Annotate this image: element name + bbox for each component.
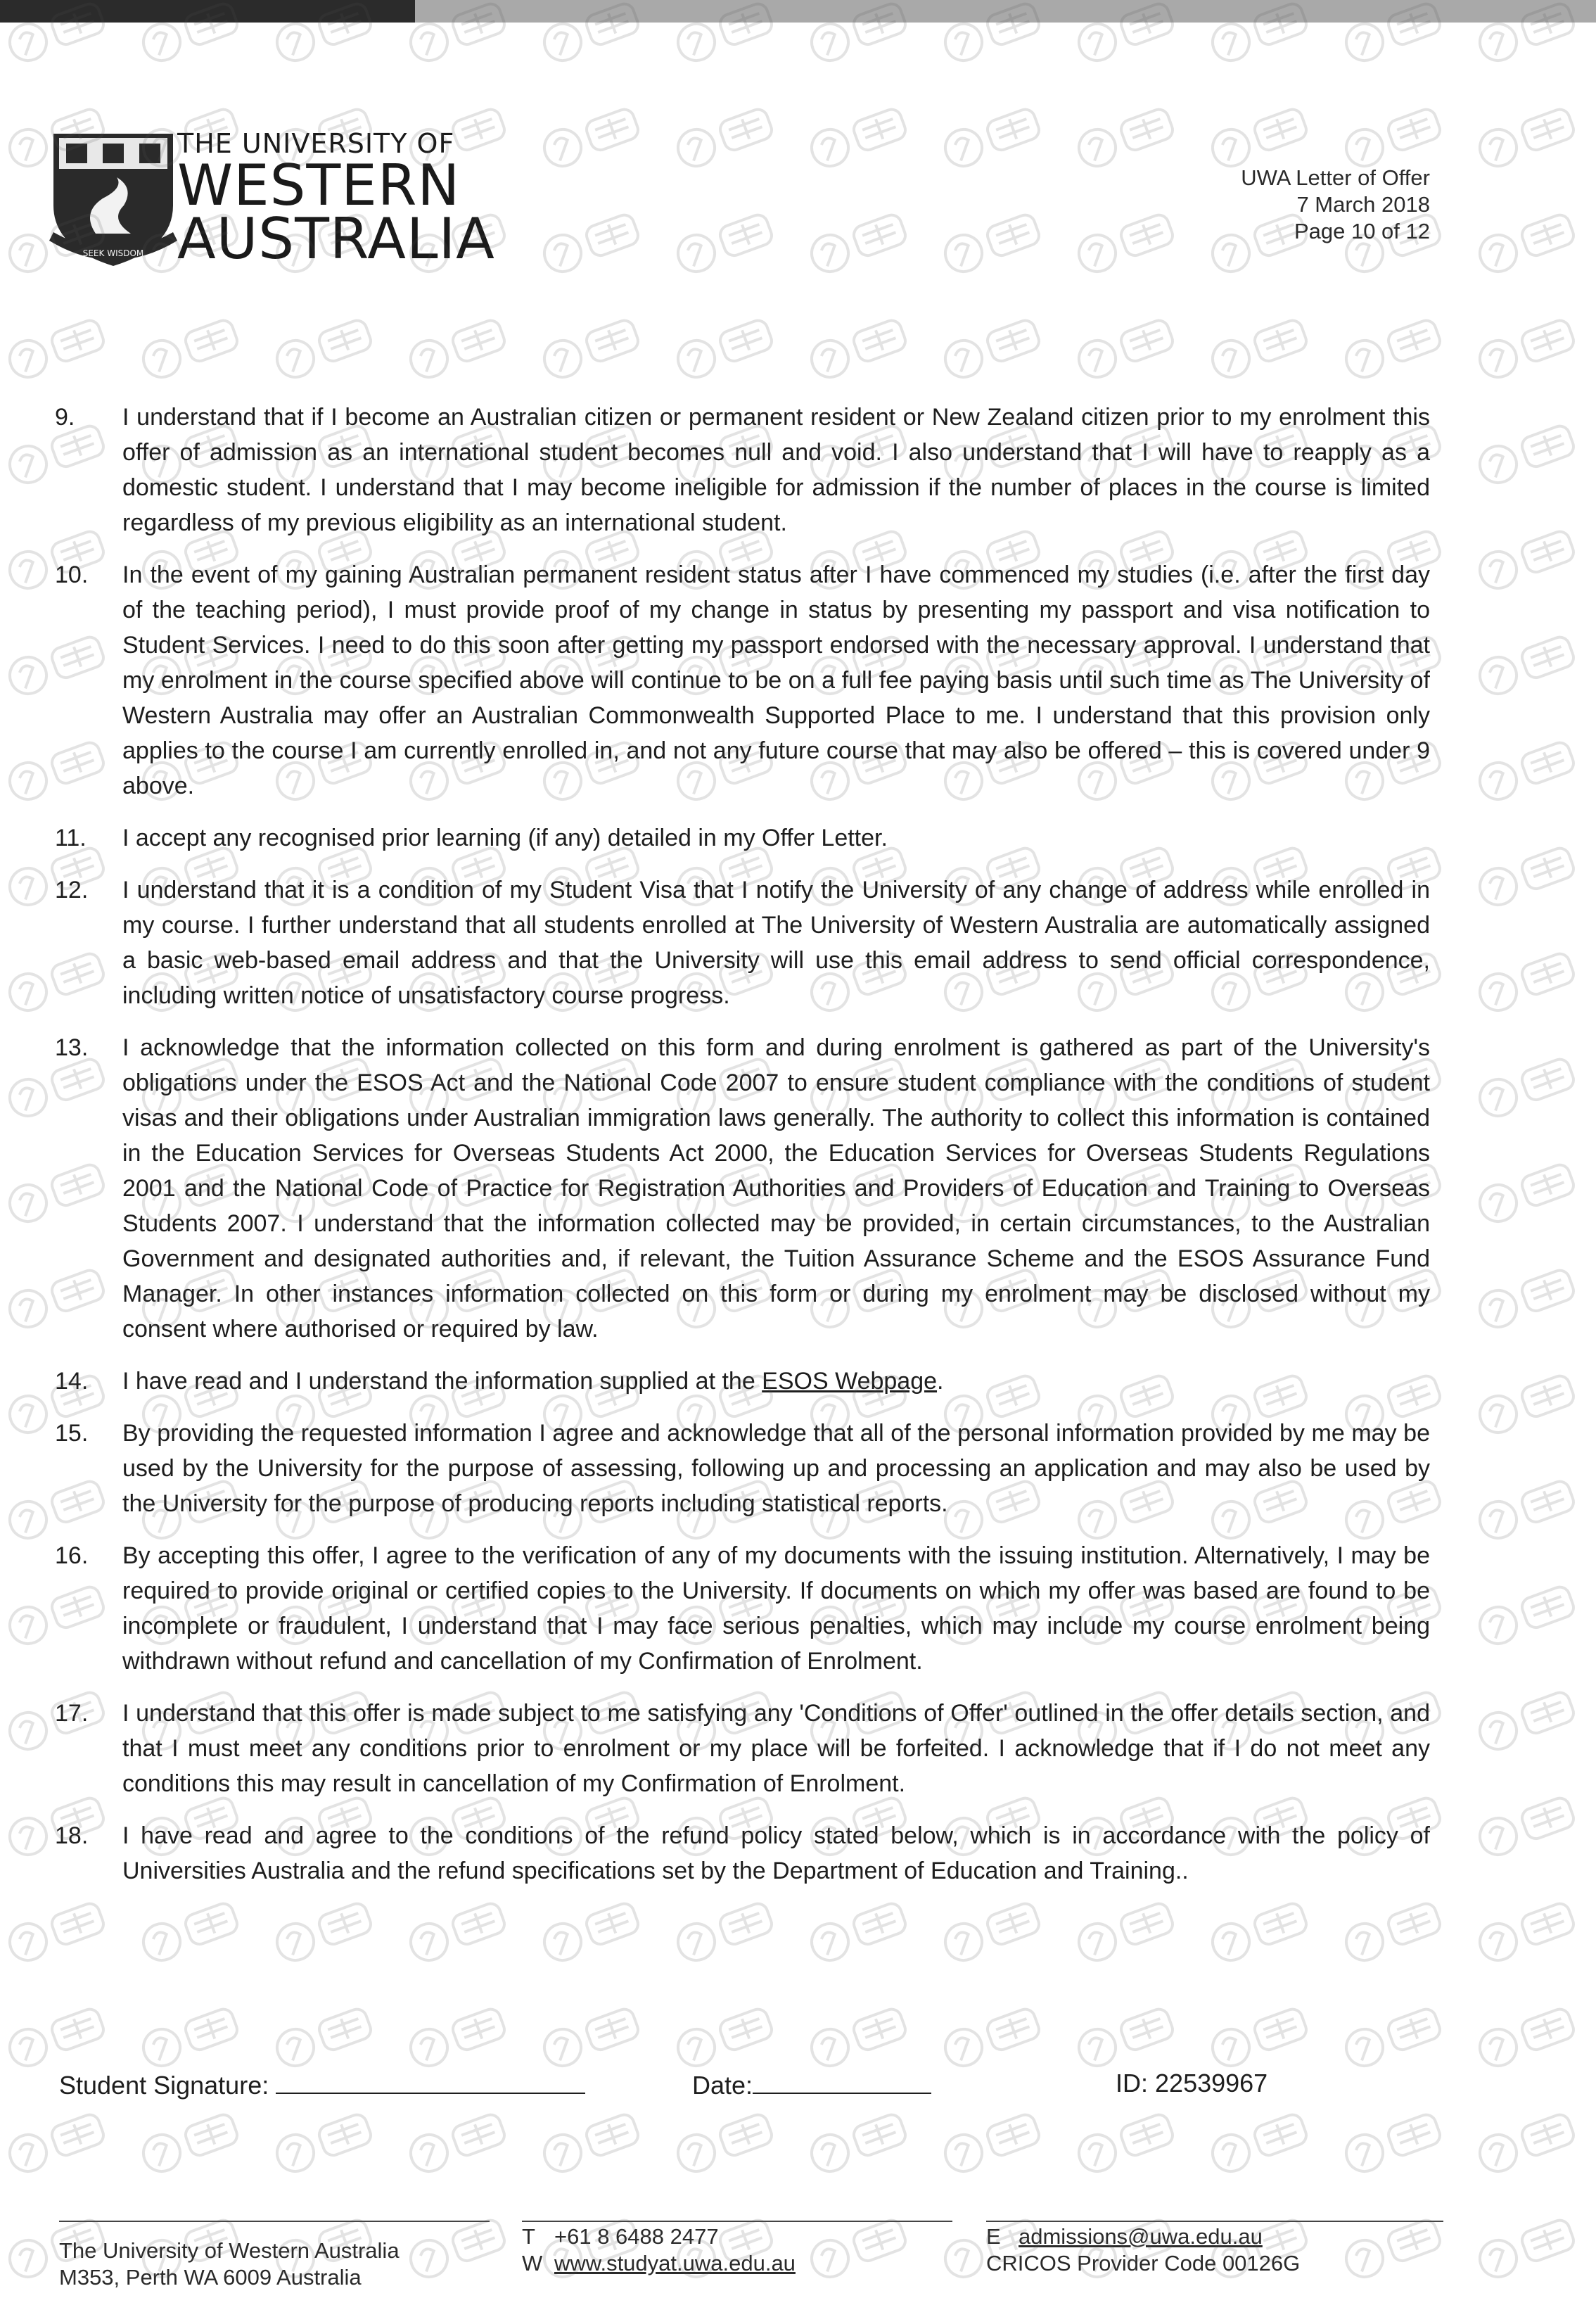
item-text: I accept any recognised prior learning (if any) detailed in my Offer Letter. (122, 825, 888, 851)
esos-webpage-link[interactable]: ESOS Webpage (762, 1368, 938, 1395)
item-text-end: . (937, 1368, 944, 1395)
phone-row (522, 2223, 796, 2250)
date-line[interactable] (753, 2066, 931, 2094)
email-link[interactable]: admissions@uwa.edu.au (1019, 2224, 1263, 2249)
item-text: I understand that this offer is made subject to me satisfying any 'Conditions of Offer' outlined in the offer details section, and that I must meet any conditions prior to enrolment or my place will be forfeited. I acknowledge that if I do not meet any conditions this may result in cancellation of my Confirmation of Enrolment. (122, 1700, 1430, 1797)
student-signature-line[interactable] (276, 2066, 585, 2094)
item-number: 14. (55, 1368, 89, 1395)
logo-line-1: THE UNIVERSITY OF (177, 128, 455, 159)
item-text: I understand that it is a condition of my Student Visa that I notify the University of any change of address while enrolled in my course. I further understand that all students enrolled at The University of Western Australia are automatically assigned a basic web-based email address and that the University will use this email address to send official correspondence, including written notice of unsatisfactory course progress. (122, 877, 1430, 1009)
university-wordmark (177, 128, 495, 272)
top-bar (0, 0, 1596, 23)
declaration-item-9 (55, 400, 1430, 540)
web-row (522, 2250, 796, 2277)
item-number: 17. (55, 1700, 89, 1727)
top-bar-dark (0, 0, 415, 23)
declaration-item-10 (55, 557, 1430, 804)
phone-label: T (522, 2224, 535, 2249)
declaration-item-15 (55, 1416, 1430, 1521)
footer-rule-3 (986, 2221, 1443, 2222)
id-value: 22539967 (1155, 2069, 1268, 2097)
svg-text:SEEK WISDOM: SEEK WISDOM (82, 248, 144, 258)
page-number: Page 10 of 12 (1294, 219, 1430, 243)
university-logo (39, 128, 495, 272)
student-signature-field[interactable] (59, 2066, 585, 2103)
item-number: 16. (55, 1542, 89, 1569)
email-label: E (986, 2224, 1001, 2249)
university-crest-icon (39, 128, 187, 269)
doc-title: UWA Letter of Offer (1241, 165, 1430, 190)
item-number: 12. (55, 877, 89, 903)
item-number: 18. (55, 1822, 89, 1849)
date-label: Date: (692, 2071, 753, 2100)
item-text: I have read and I understand the information supplied at the (122, 1368, 762, 1395)
declaration-item-16 (55, 1538, 1430, 1679)
address-line-2: M353, Perth WA 6009 Australia (59, 2265, 362, 2290)
declaration-item-18 (55, 1818, 1430, 1888)
address-line-1: The University of Western Australia (59, 2238, 400, 2263)
top-bar-light (415, 0, 1596, 23)
declaration-item-12 (55, 872, 1430, 1013)
item-number: 10. (55, 561, 89, 588)
item-number: 13. (55, 1034, 89, 1061)
web-label: W (522, 2251, 543, 2275)
student-id (1116, 2066, 1268, 2101)
declaration-list (55, 400, 1430, 1905)
phone-number: +61 8 6488 2477 (554, 2224, 719, 2249)
cricos-code: CRICOS Provider Code 00126G (986, 2251, 1301, 2275)
item-text: I have read and agree to the conditions of the refund policy stated below, which is in accordance with the policy of Universities Australia and the refund specifications set by the Department of Education and Training.. (122, 1822, 1430, 1884)
item-text: I understand that if I become an Australian citizen or permanent resident or New Zealand citizen prior to my enrolment this offer of admission as an international student becomes null and void. I also understand that I will have to reapply as a domestic student. I understand that I may become ineligible for admission if the number of places in the course is limited regardless of my previous eligibility as an international student. (122, 404, 1430, 536)
item-text: In the event of my gaining Australian permanent resident status after I have commenced my studies (i.e. after the first day of the teaching period), I must provide proof of my change in status by presenting my passport and visa notification to Student Services. I need to do this soon after getting my passport endorsed with the necessary approval. I understand that my enrolment in the course specified above will continue to be on a full fee paying basis until such time as The University of Western Australia may offer an Australian Commonwealth Supported Place to me. I understand that this provision only applies to the course I am currently enrolled in, and not any future course that may also be offered – this is covered under 9 above. (122, 561, 1430, 799)
item-number: 11. (55, 825, 87, 851)
student-signature-label: Student Signature: (59, 2071, 269, 2100)
item-number: 9. (55, 404, 75, 431)
document-meta (1241, 165, 1430, 245)
declaration-item-14 (55, 1364, 1430, 1399)
id-label: ID: (1116, 2069, 1149, 2097)
declaration-item-17 (55, 1696, 1430, 1801)
declaration-item-13 (55, 1030, 1430, 1347)
item-number: 15. (55, 1420, 89, 1447)
date-field[interactable] (692, 2066, 931, 2103)
footer-contact (522, 2223, 796, 2277)
declaration-item-11 (55, 820, 1430, 856)
footer-email (986, 2223, 1300, 2277)
item-text: By accepting this offer, I agree to the verification of any of my documents with the issuing institution. Alternatively, I may be required to provide original or certified copies to the University. If documents on which my offer was based are found to be incomplete or fraudulent, I understand that I may face serious penalties, which may include my course enrolment being withdrawn without refund and cancellation of my Confirmation of Enrolment. (122, 1542, 1430, 1675)
email-row (986, 2223, 1300, 2250)
doc-date: 7 March 2018 (1296, 192, 1430, 217)
logo-line-2: WESTERN (177, 153, 461, 218)
item-text: I acknowledge that the information collected on this form and during enrolment is gathered as part of the University's obligations under the ESOS Act and the National Code 2007 to ensure student compliance with the conditions of student visas and their obligations under Australian immigration laws generally. The authority to collect this information is contained in the Education Services for Overseas Students Act 2000, the Education Services for Overseas Students Regulations 2001 and the National Code of Practice for Registration Authorities and Providers of Education and Training to Overseas Students 2007. I understand that the information collected may be provided, in certain circumstances, to the Australian Government and designated authorities and, if relevant, the Tuition Assurance Scheme and the ESOS Assurance Fund Manager. In other instances information collected on this form or during my enrolment may be disclosed without my consent where authorised or required by law. (122, 1034, 1430, 1342)
footer-rule-1 (59, 2221, 490, 2222)
logo-line-3: AUSTRALIA (177, 206, 495, 272)
item-text: By providing the requested information I agree and acknowledge that all of the personal information provided by me may be used by the University for the purpose of assessing, following up and processing an application and may also be used by the University for the purpose of producing reports including statistical reports. (122, 1420, 1430, 1517)
footer-address (59, 2237, 400, 2291)
footer-rule-2 (522, 2221, 952, 2222)
website-link[interactable]: www.studyat.uwa.edu.au (554, 2251, 796, 2275)
